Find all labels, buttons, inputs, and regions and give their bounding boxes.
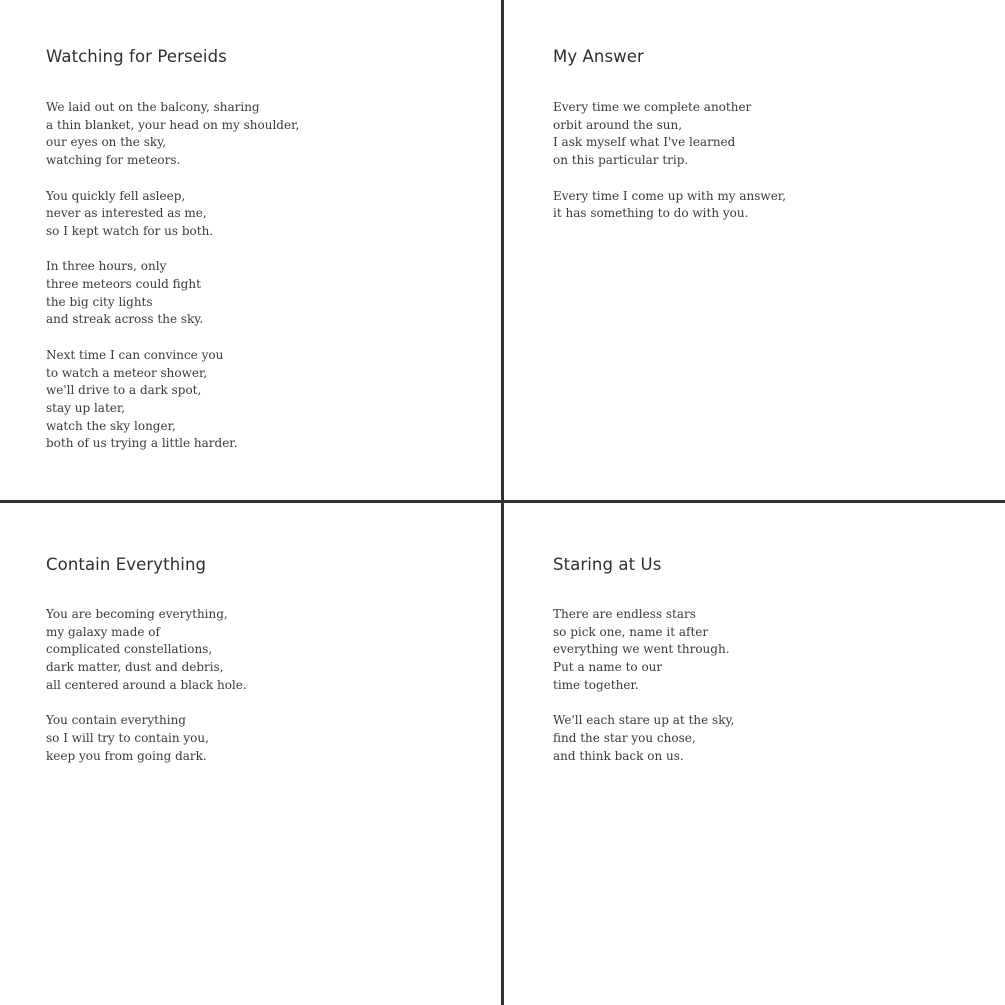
poem-line: Put a name to our [553, 660, 663, 675]
poem-line: We'll each stare up at the sky, [553, 713, 735, 728]
poem-panel-staring-at-us [504, 504, 1005, 1005]
poem-line: There are endless stars [553, 607, 696, 621]
poem-line: keep you from going dark. [46, 748, 207, 763]
poem-stanza [553, 712, 734, 765]
poem-panel-my-answer [504, 0, 1005, 501]
poem-line: complicated constellations, [46, 642, 213, 657]
poem-line: I ask myself what I've learned [553, 135, 736, 150]
poem-line: dark matter, dust and debris, [46, 660, 224, 675]
poem-stanza [46, 606, 247, 695]
poem-title: My Answer [553, 47, 644, 66]
poem-line: Next time I can convince you [46, 347, 224, 362]
poem-panel-contain-everything [0, 504, 501, 1005]
poem-line: to watch a meteor shower, [46, 365, 208, 380]
poem-line: it has something to do with you. [553, 206, 749, 221]
poem-line: Every time we complete another [553, 100, 752, 114]
poem-panel-watching-for-perseids [0, 0, 501, 501]
poem-line: You quickly fell asleep, [46, 188, 186, 203]
poem-line: so pick one, name it after [553, 624, 709, 639]
poem-line: time together. [553, 677, 639, 692]
poem-line: find the star you chose, [553, 730, 696, 745]
poem-body [46, 99, 299, 471]
poem-stanza [553, 606, 734, 695]
poem-line: all centered around a black hole. [46, 677, 247, 692]
poem-line: We laid out on the balcony, sharing [46, 100, 260, 114]
horizontal-divider [0, 500, 1005, 503]
poem-title: Staring at Us [553, 555, 662, 574]
poem-stanza [46, 188, 299, 241]
poem-line: orbit around the sun, [553, 117, 683, 132]
poem-line: a thin blanket, your head on my shoulder, [46, 117, 300, 132]
poem-stanza [46, 99, 299, 170]
poem-line: we'll drive to a dark spot, [46, 383, 202, 398]
poem-stanza [46, 712, 247, 765]
poem-line: the big city lights [46, 294, 153, 309]
poem-line: so I will try to contain you, [46, 730, 209, 745]
poem-line: never as interested as me, [46, 206, 207, 221]
poem-line: You are becoming everything, [46, 607, 228, 621]
poem-line: stay up later, [46, 400, 126, 415]
poem-body [46, 606, 247, 783]
poem-line: both of us trying a little harder. [46, 436, 238, 451]
poem-line: You contain everything [46, 713, 186, 728]
poem-stanza [46, 347, 299, 453]
poem-body [553, 99, 786, 241]
poem-line: and think back on us. [553, 748, 684, 763]
poem-line: watch the sky longer, [46, 418, 176, 433]
poem-title: Watching for Perseids [46, 47, 227, 66]
poem-line: and streak across the sky. [46, 312, 204, 327]
poem-line: on this particular trip. [553, 153, 689, 168]
poem-line: everything we went through. [553, 642, 730, 657]
poem-body [553, 606, 734, 783]
poem-title: Contain Everything [46, 555, 207, 574]
poem-line: my galaxy made of [46, 624, 160, 639]
poem-line: three meteors could fight [46, 277, 201, 291]
poem-line: so I kept watch for us both. [46, 223, 214, 238]
poem-line: our eyes on the sky, [46, 135, 167, 150]
poem-stanza [553, 188, 786, 223]
poem-stanza [553, 99, 786, 170]
poem-line: In three hours, only [46, 259, 167, 274]
poem-line: watching for meteors. [46, 153, 181, 168]
poem-line: Every time I come up with my answer, [553, 188, 787, 203]
poem-stanza [46, 258, 299, 329]
